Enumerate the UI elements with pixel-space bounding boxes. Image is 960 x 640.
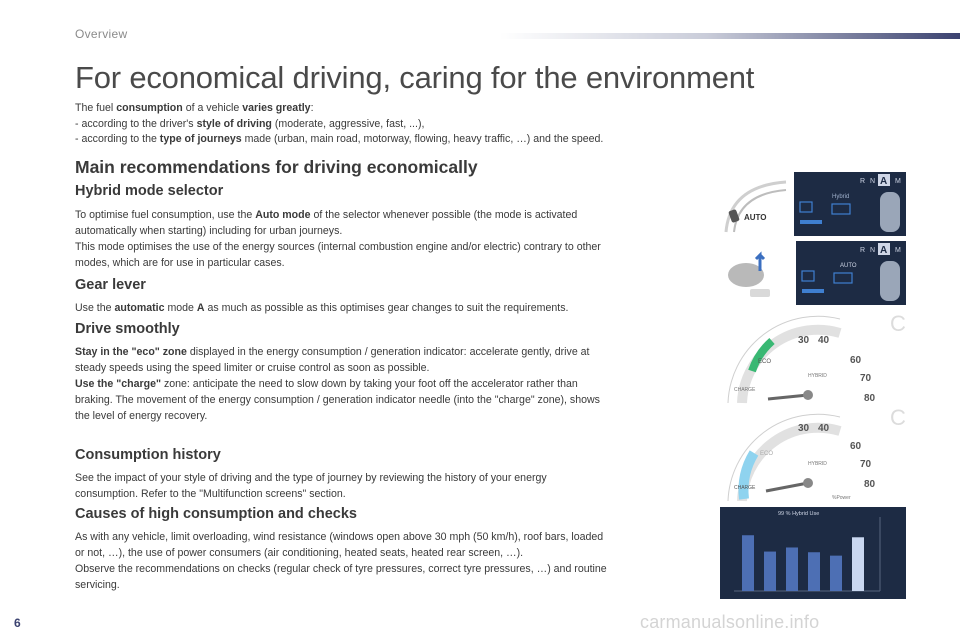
gauge-charge-illustration xyxy=(720,409,906,503)
page-number: 6 xyxy=(14,616,21,630)
history-bar xyxy=(786,547,798,591)
selector-r: R xyxy=(860,178,866,185)
main-heading: Main recommendations for driving economically xyxy=(75,157,478,177)
svg-text:C: C xyxy=(890,409,906,430)
history-bar xyxy=(852,537,864,591)
selector-auto-label: AUTO xyxy=(744,213,767,222)
selector-m: M xyxy=(895,178,901,185)
tick-80: 80 xyxy=(864,393,876,404)
gauge-charge-label-1: CHARGE xyxy=(734,387,756,393)
page-title: For economical driving, caring for the environment xyxy=(75,60,755,95)
intro-line-3: - according to the type of journeys made (urban, main road, motorway, flowing, heavy traffic, …) and the speed. xyxy=(75,133,604,145)
gauge-hybrid-label-2: HYBRID xyxy=(808,461,827,467)
tick-80-b: 80 xyxy=(864,479,876,490)
hybrid-selector-illustration xyxy=(720,172,906,236)
gauge-eco-illustration xyxy=(720,311,906,405)
intro-line-2: - according to the driver's style of driving (moderate, aggressive, fast, ...), xyxy=(75,117,425,130)
gauge-eco-label: ECO xyxy=(758,359,772,365)
tick-70-b: 70 xyxy=(860,459,872,470)
hybrid-selector-figure xyxy=(720,172,906,236)
hybrid-paragraph: To optimise fuel consumption, use the Auto mode of the selector whenever possible (the mode is activated automatically when starting) including for urban journeys. This mode optimises the use of the energy sources (internal combustion engine and/or electric) contrary to other modes, which are for use in particular cases. xyxy=(75,209,601,269)
gear-auto-label: AUTO xyxy=(840,263,857,269)
svg-text:C: C xyxy=(890,311,906,336)
consumption-history-screen xyxy=(720,507,906,599)
history-screen-title: 99 % Hybrid Use xyxy=(778,511,820,517)
gauge-charge-figure xyxy=(720,409,906,503)
intro-text xyxy=(75,101,715,148)
selector-hybrid-label: Hybrid xyxy=(832,194,850,200)
header-gradient-bar xyxy=(500,33,960,39)
gauge-power-label: %Power xyxy=(832,495,851,501)
gear-m: M xyxy=(895,247,901,254)
tick-30: 30 xyxy=(798,335,810,346)
tick-70: 70 xyxy=(860,373,872,384)
gauge-charge-label-2: CHARGE xyxy=(734,485,756,491)
gauge-eco-figure xyxy=(720,311,906,405)
history-heading: Consumption history xyxy=(75,447,221,463)
gauge-needle-2 xyxy=(766,483,808,491)
history-bar xyxy=(808,552,820,591)
watermark: carmanualsonline.info xyxy=(640,612,820,632)
intro-line-1: The fuel consumption of a vehicle varies greatly: xyxy=(75,102,314,114)
gear-paragraph: Use the automatic mode A as much as possible as this optimises gear changes to suit the requirements. xyxy=(75,302,569,314)
selector-n: N xyxy=(870,178,876,185)
tick-30-b: 30 xyxy=(798,423,810,434)
history-bar xyxy=(742,535,754,591)
gauge-eco-label-2: ECO xyxy=(760,451,774,457)
gear-heading: Gear lever xyxy=(75,277,146,293)
gauge-needle xyxy=(768,395,808,399)
tick-60-b: 60 xyxy=(850,441,862,452)
gear-r: R xyxy=(860,247,866,254)
gear-a: A xyxy=(880,245,888,256)
hybrid-heading: Hybrid mode selector xyxy=(75,183,224,199)
tick-60: 60 xyxy=(850,355,862,366)
gear-lever-figure xyxy=(720,241,906,305)
causes-heading: Causes of high consumption and checks xyxy=(75,506,357,522)
drive-paragraph: Stay in the "eco" zone displayed in the energy consumption / generation indicator: accelerate gently, drive at steady speeds using the speed limiter or cruise control as soon as possible. Use the "charge" zone: anticipate the need to slow down by taking your foot off the accelerator rather than braking. The movement of the energy consumption / generation indicator needle (into the "charge" zone), shows the level of energy recovery. xyxy=(75,346,600,422)
selector-a: A xyxy=(880,176,888,187)
history-bar xyxy=(830,556,842,591)
consumption-history-figure xyxy=(720,507,906,599)
tick-40: 40 xyxy=(818,335,830,346)
section-label: Overview xyxy=(75,27,128,41)
drive-heading: Drive smoothly xyxy=(75,321,180,337)
history-paragraph: See the impact of your style of driving and the type of journey by reviewing the history of your energy consumption. Refer to the "Multifunction screens" section. xyxy=(75,472,547,500)
gear-lever-illustration xyxy=(720,241,906,305)
history-bar xyxy=(764,552,776,591)
causes-paragraph: As with any vehicle, limit overloading, wind resistance (windows open above 30 mph (50 km/h), roof bars, loaded or not, …), the use of power consumers (air conditioning, heated seats, heated rear screen, …). Observe the recommendations on checks (regular check of tyre pressures, correct tyre pressures, …) and routine servicing. xyxy=(75,531,607,591)
gauge-hybrid-label: HYBRID xyxy=(808,373,827,379)
tick-40-b: 40 xyxy=(818,423,830,434)
gear-n: N xyxy=(870,247,876,254)
